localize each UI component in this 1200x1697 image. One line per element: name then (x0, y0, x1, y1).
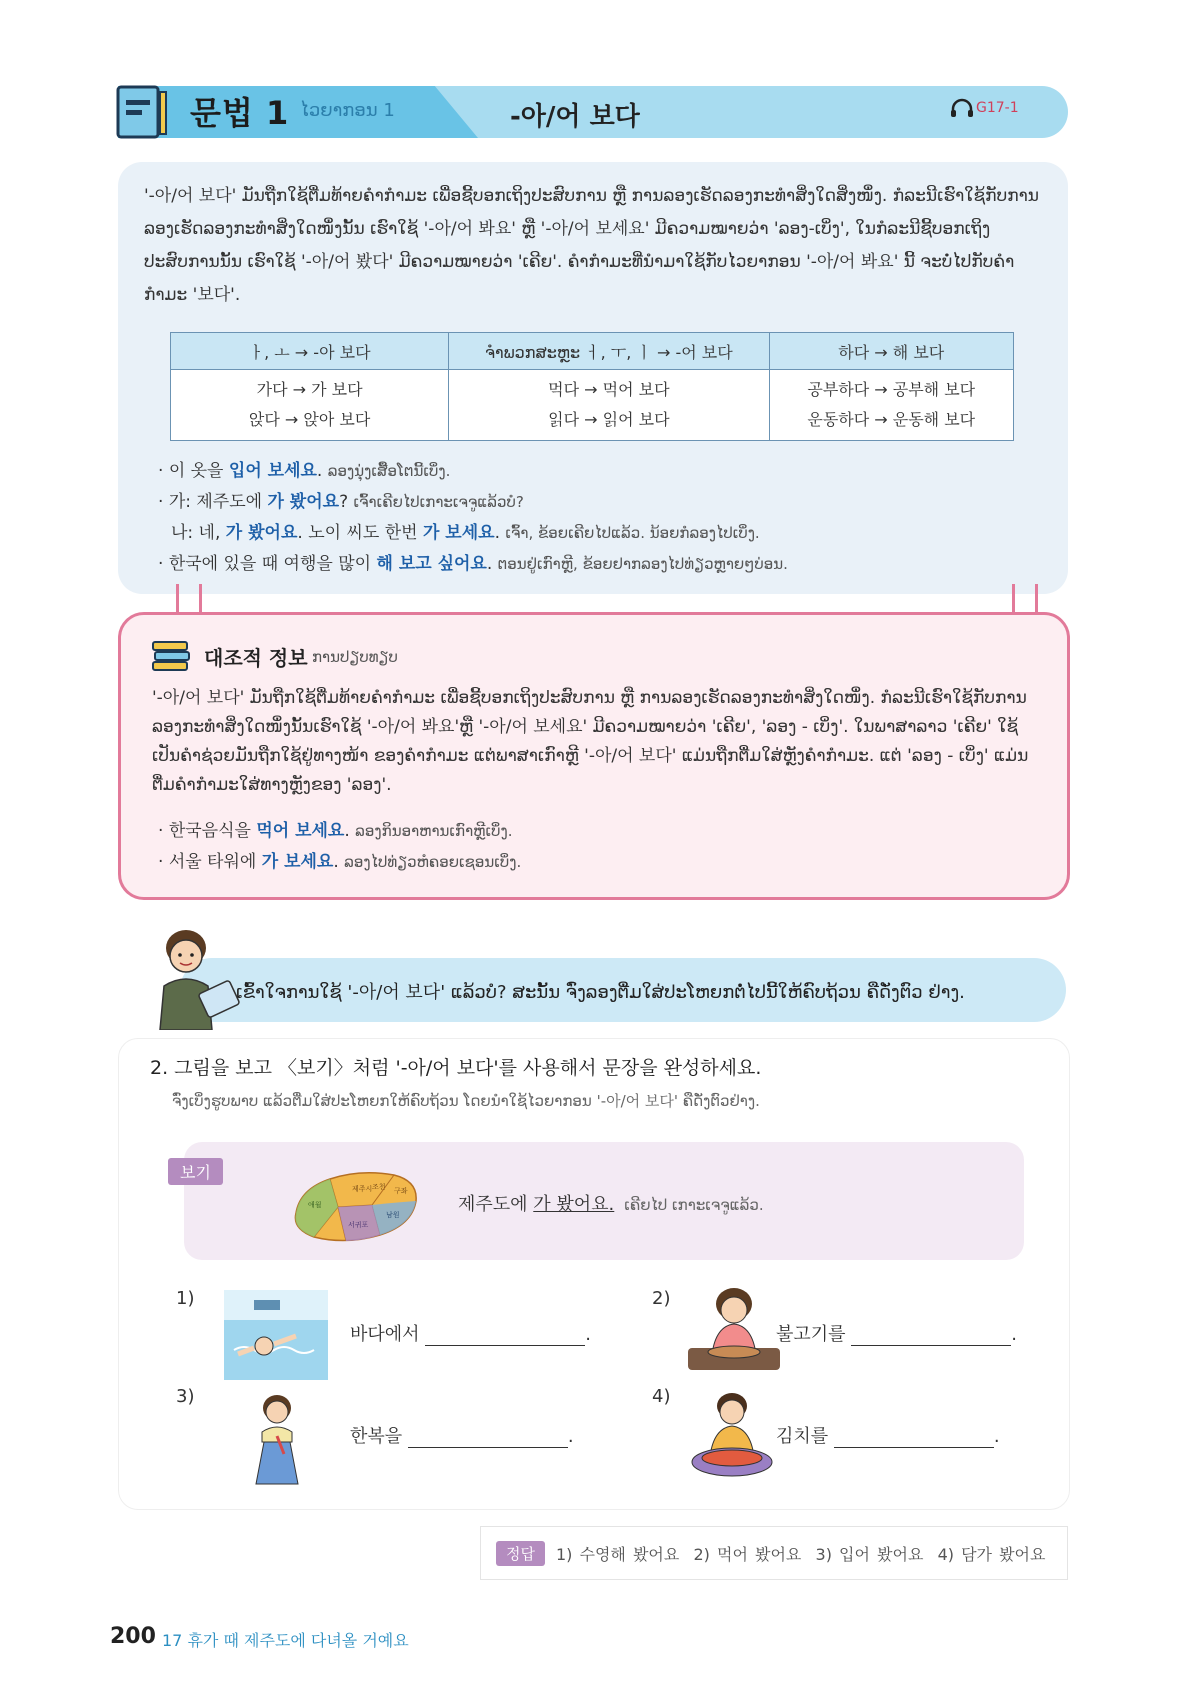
example-text: ? (339, 492, 349, 512)
chapter-title: 17 휴가 때 제주도에 다녀올 거예요 (162, 1631, 409, 1650)
header-title-tab (118, 86, 478, 138)
example-text: 이 옷을 (168, 461, 229, 481)
section-title: 문법 1 (190, 94, 290, 132)
teacher-prompt: ເຂົ້າໃຈການໃຊ້ '-아/어 보다' ແລ້ວບໍ? ສະນັ້ນ ຈົ່ງລອງຕື່ມໃສ່ປະໂຫຍກຕໍ່ໄປນີ້ໃຫ້ຄົບຖ້ວນ ຄືດັ່ງຕົວ ຢ່າງ. (236, 982, 965, 1003)
example-text: . (494, 523, 500, 543)
audio-track-code[interactable]: G17-1 (976, 100, 1019, 116)
map-label: 서귀포 (348, 1221, 369, 1229)
example-sentence (458, 1190, 764, 1216)
contrast-title: 대조적 정보 (204, 646, 308, 670)
example-text: . (316, 461, 323, 481)
item-prompt: 불고기를 (776, 1324, 846, 1345)
contrast-examples (158, 816, 521, 878)
table-header-row (171, 333, 1014, 370)
item-number: 3) (176, 1386, 195, 1407)
example-highlight: 입어 보세요 (228, 461, 317, 481)
map-label: 애월 (308, 1201, 322, 1209)
page-number: 200 (110, 1624, 156, 1649)
eating-bulgogi-icon (686, 1284, 790, 1374)
table-cell (171, 370, 449, 441)
conjugation-example: 먹다 → 먹어 보다 (548, 380, 670, 399)
map-label: 구좌 (394, 1187, 408, 1195)
example-text: . (486, 554, 493, 574)
table-header-cell: ຈຳພວກສະຫຼະ ㅓ, ㅜ, ㅣ → -어 보다 (449, 333, 769, 370)
example-highlight: 해 보고 싶어요 (376, 554, 487, 574)
swimming-icon (224, 1290, 328, 1380)
section-subtitle: ໄວຍາກອນ 1 (300, 100, 395, 121)
answer-blank[interactable] (834, 1447, 994, 1448)
jeju-map-icon (290, 1165, 422, 1247)
example-translation: ເຈົ້າ, ຂ້ອຍເຄີຍໄປແລ້ວ. ນ້ອຍກໍລອງໄປເບິ່ງ. (505, 524, 760, 542)
example-item: · 가: 제주도에 가 봤어요? ເຈົ້າເຄີຍໄປເກາະເຈຈູແລ້ວບໍ? (158, 492, 524, 512)
answer-badge: 정답 (496, 1541, 545, 1566)
headphones-icon[interactable] (950, 98, 974, 122)
example-highlight: 가 봤어요 (225, 523, 298, 543)
teacher-avatar (146, 920, 256, 1030)
example-text: 나: 네, (171, 523, 226, 543)
example-item: · 한국음식을 먹어 보세요. ລອງກິນອາຫານເກົາຫຼີເບິ່ງ. (158, 821, 513, 841)
example-highlight: 가 보세요 (261, 852, 334, 872)
table-header-cell: 하다 → 해 보다 (769, 333, 1013, 370)
exercise-item-2 (776, 1320, 1017, 1346)
example-text: 가: 제주도에 (168, 492, 268, 512)
example-highlight: 가 봤어요 (267, 492, 340, 512)
contrast-explanation: '-아/어 보다' ມັນຖືກໃຊ້ຕື່ມທ້າຍຄຳກຳມະ ເພື່ອຊີ້ບອກເຖິງປະສົບການ ຫຼື ການລອງເຮັດລອງກະທຳສິ່ງໃດໜຶ່ງ. ກໍລະນີເຮົາໃຊ້ກັບການລອງກະທຳສິ່ງໃດໜຶ່ງນັ້ນເຮົາໃຊ້ '-아/어 봐요'ຫຼື '-아/어 보세요' ມີຄວາມໝາຍວ່າ 'ເຄີຍ', 'ລອງ - ເບິ່ງ'. ໃນພາສາລາວ 'ເຄີຍ' ໃຊ້ເປັນຄຳຊ່ວຍມັນຖືກໃຊ້ຢູ່ທາງໜ້າ ຂອງຄຳກຳມະ ແຕ່ພາສາເກົາຫຼີ '-아/어 보다' ແມ່ນຖືກຕື່ມໃສ່ຫຼັງຄຳກຳມະ. ແຕ່ 'ລອງ - ເບິ່ງ' ແມ່ນຕື່ມຄຳກຳມະໃສ່ທາງຫຼັງຂອງ 'ລອງ'. (152, 688, 1029, 795)
conjugation-example: 가다 → 가 보다 (256, 380, 363, 399)
table-row (171, 370, 1014, 441)
example-translation: ເຄີຍໄປ ເກາະເຈຈູແລ້ວ. (624, 1196, 764, 1214)
table-header-cell: ㅏ, ㅗ → -아 보다 (171, 333, 449, 370)
grammar-examples (158, 456, 788, 580)
answer-key: 1) 수영해 봤어요 2) 먹어 봤어요 3) 입어 봤어요 4) 담가 봤어요 (556, 1545, 1046, 1564)
grammar-topic: -아/어 보다 (510, 102, 640, 132)
example-prompt: 제주도에 (458, 1194, 534, 1215)
example-text: . 노이 씨도 한번 (297, 523, 423, 543)
example-item: · 이 옷을 입어 보세요. ລອງນຸ່ງເສື້ອໂຕນີ້ເບິ່ງ. (158, 461, 451, 481)
table-cell (449, 370, 769, 441)
exercise-item-3 (350, 1422, 574, 1448)
item-period: . (1011, 1324, 1018, 1345)
example-text: 한국에 있을 때 여행을 많이 (168, 554, 377, 574)
grammar-explanation: '-아/어 보다' ມັນຖືກໃຊ້ຕື່ມທ້າຍຄຳກຳມະ ເພື່ອຊີ້ບອກເຖິງປະສົບການ ຫຼື ການລອງເຮັດລອງກະທຳສິ່ງໃດສິ່ງໜຶ່ງ. ກໍລະນີເຮົາໃຊ້ກັບການລອງເຮັດລອງກະທຳສິ່ງໃດໜຶ່ງນັ້ນ ເຮົາໃຊ້ '-아/어 봐요' ຫຼື '-아/어 보세요' ມີຄວາມໝາຍວ່າ 'ລອງ-ເບິ່ງ', ໃນກໍລະນີຊີ້ບອກເຖິງປະສົບການນັ້ນ ເຮົາໃຊ້ '-아/어 봤다' ມີຄວາມໝາຍວ່າ 'ເຄີຍ'. ຄຳກຳມະທີ່ນຳມາໃຊ້ກັບໄວຍາກອນ '-아/어 봐요' ນີ້ ຈະບໍ່ໄປກັບຄຳກຳມະ '보다'. (144, 186, 1039, 305)
conjugation-example: 공부하다 → 공부해 보다 (807, 380, 976, 399)
exercise-item-1 (350, 1320, 591, 1346)
conjugation-example: 앉다 → 앉아 보다 (248, 410, 371, 429)
exercise-question: 2. 그림을 보고 〈보기〉처럼 '-아/어 보다'를 사용해서 문장을 완성하세요. (150, 1057, 762, 1079)
table-cell (769, 370, 1013, 441)
stacked-books-icon (152, 640, 190, 674)
example-translation: ລອງກິນອາຫານເກົາຫຼີເບິ່ງ. (355, 822, 513, 840)
item-number: 1) (176, 1288, 195, 1309)
example-item: · 서울 타워에 가 보세요. ລອງໄປທ່ຽວຫໍຄອຍເຊອນເບິ່ງ. (158, 852, 522, 872)
item-prompt: 김치를 (776, 1426, 829, 1447)
example-item (158, 518, 788, 549)
item-prompt: 한복을 (350, 1426, 403, 1447)
example-highlight: 먹어 보세요 (256, 821, 345, 841)
item-number: 2) (652, 1288, 671, 1309)
example-highlight: 가 보세요 (422, 523, 495, 543)
answer-blank[interactable] (425, 1345, 585, 1346)
map-label: 남원 (386, 1211, 400, 1219)
item-number: 4) (652, 1386, 671, 1407)
contrast-subtitle: ການປຽບທຽບ (312, 648, 398, 666)
item-period: . (567, 1426, 574, 1447)
item-prompt: 바다에서 (350, 1324, 420, 1345)
conjugation-example: 운동하다 → 운동해 보다 (807, 410, 976, 429)
map-label: 조천 (372, 1183, 386, 1191)
example-label: 보기 (168, 1158, 223, 1185)
notebook-icon (116, 84, 168, 140)
example-translation: ເຈົ້າເຄີຍໄປເກາະເຈຈູແລ້ວບໍ? (353, 493, 524, 511)
conjugation-example: 읽다 → 읽어 보다 (548, 410, 670, 429)
exercise-instruction: ຈົ່ງເບິ່ງຮູບພາບ ແລ້ວຕື່ມໃສ່ປະໂຫຍກໃຫ້ຄົບຖ້ວນ ໂດຍນຳໃຊ້ໄວຍາກອນ '-아/어 보다' ຄືດັ່ງຕົວຢ່າງ. (172, 1092, 760, 1110)
example-translation: ລອງໄປທ່ຽວຫໍຄອຍເຊອນເບິ່ງ. (344, 853, 522, 871)
item-period: . (585, 1324, 592, 1345)
example-text: . (333, 852, 339, 872)
map-label: 제주시 (352, 1185, 373, 1193)
example-text: 서울 타워에 (168, 852, 262, 872)
example-text: 한국음식을 (168, 821, 257, 841)
conjugation-table (170, 332, 1014, 441)
example-item: · 한국에 있을 때 여행을 많이 해 보고 싶어요. ຕອນຢູ່ເກົາຫຼີ, ຂ້ອຍຢາກລອງໄປທ່ຽວຫຼາຍໆບ່ອນ. (158, 554, 788, 574)
example-translation: ຕອນຢູ່ເກົາຫຼີ, ຂ້ອຍຢາກລອງໄປທ່ຽວຫຼາຍໆບ່ອນ. (497, 555, 788, 573)
answer-blank[interactable] (851, 1345, 1011, 1346)
example-text: . (344, 821, 350, 841)
item-period: . (993, 1426, 1000, 1447)
example-answer: 가 봤어요. (533, 1194, 615, 1215)
example-translation: ລອງນຸ່ງເສື້ອໂຕນີ້ເບິ່ງ. (327, 462, 451, 480)
answer-blank[interactable] (408, 1447, 568, 1448)
hanbok-woman-icon (242, 1392, 312, 1488)
exercise-item-4 (776, 1422, 1000, 1448)
making-kimchi-icon (684, 1388, 784, 1484)
